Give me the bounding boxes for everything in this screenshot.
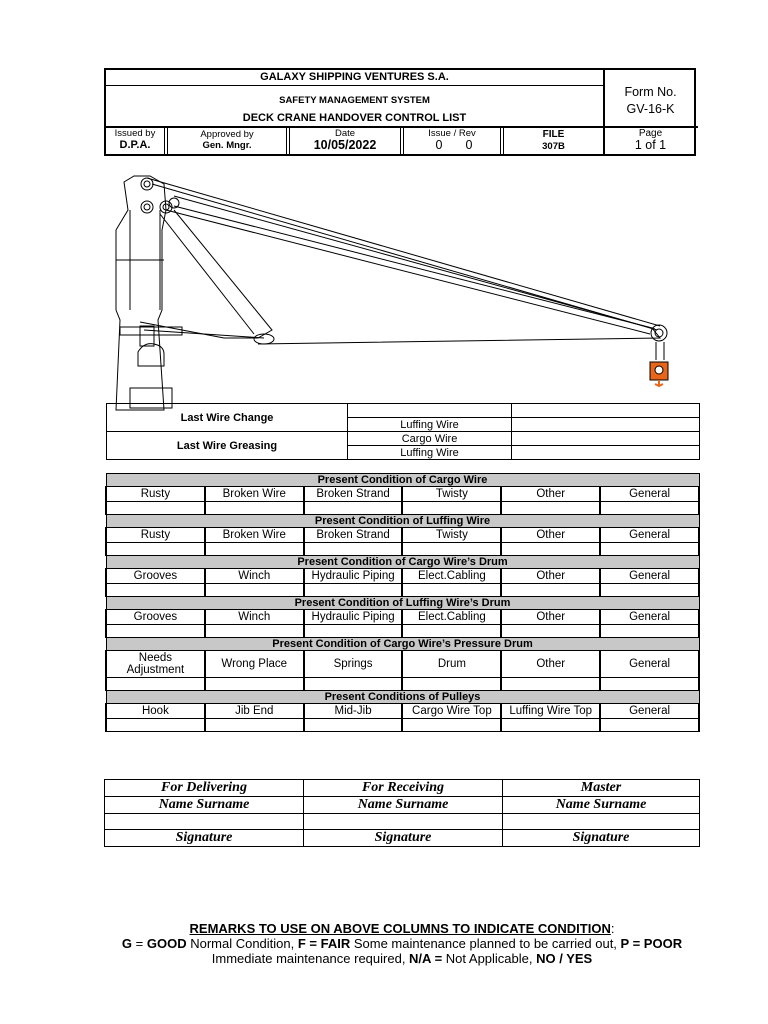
condition-entry-cell[interactable]: [205, 502, 304, 515]
condition-column-label: General: [600, 487, 699, 502]
condition-entry-cell[interactable]: [304, 502, 403, 515]
company-name: GALAXY SHIPPING VENTURES S.A.: [260, 71, 449, 83]
signature-table: [104, 779, 700, 847]
condition-column-label: Winch: [205, 569, 304, 584]
page-value: 1 of 1: [634, 138, 667, 152]
condition-section-title: Present Condition of Cargo Wire: [106, 474, 699, 487]
condition-column-label: Other: [501, 610, 600, 625]
condition-entry-cell[interactable]: [402, 678, 501, 691]
condition-entry-cell[interactable]: [205, 678, 304, 691]
file-value: 307B: [542, 141, 565, 152]
condition-entry-cell[interactable]: [106, 543, 205, 556]
condition-column-label: Other: [501, 651, 600, 678]
condition-column-label: General: [600, 704, 699, 719]
condition-column-label: Broken Wire: [205, 528, 304, 543]
master-heading: Master: [503, 780, 700, 797]
condition-column-label: Grooves: [106, 569, 205, 584]
remarks-legend: REMARKS TO USE ON ABOVE COLUMNS TO INDICATE CONDITION: G = GOOD Normal Condition, F = FAIR Some maintenance planned to be carried out, P = POOR Immediate maintenance required, N/A = Not Applicable, NO / YES: [121, 921, 683, 966]
issued-by-value: D.P.A.: [119, 139, 151, 151]
condition-column-label: General: [600, 651, 699, 678]
condition-entry-cell[interactable]: [402, 502, 501, 515]
condition-entry-cell[interactable]: [304, 678, 403, 691]
condition-column-label: Hydraulic Piping: [304, 610, 403, 625]
deck-crane-diagram: [104, 170, 696, 420]
issued-by-label: Issued by: [114, 128, 156, 139]
signature-label: Signature: [304, 830, 503, 847]
condition-entry-cell[interactable]: [106, 584, 205, 597]
condition-column-label: Winch: [205, 610, 304, 625]
condition-entry-cell[interactable]: [501, 625, 600, 638]
condition-column-label: Needs Adjustment: [106, 651, 205, 678]
wire-type-cell: Luffing Wire: [348, 418, 512, 432]
condition-column-label: Elect.Cabling: [402, 610, 501, 625]
condition-entry-cell[interactable]: [304, 584, 403, 597]
condition-column-label: Hydraulic Piping: [304, 569, 403, 584]
condition-column-label: Rusty: [106, 528, 205, 543]
name-entry-cell[interactable]: [105, 814, 304, 830]
condition-entry-cell[interactable]: [600, 719, 699, 732]
wire-date-cell[interactable]: [512, 432, 700, 446]
form-label: Form No.: [624, 85, 677, 99]
condition-entry-cell[interactable]: [600, 625, 699, 638]
last-wire-greasing-label: Last Wire Greasing: [107, 432, 348, 460]
wire-type-cell: Cargo Wire: [348, 432, 512, 446]
name-surname-label: Name Surname: [304, 797, 503, 814]
last-wire-change-label: Last Wire Change: [107, 404, 348, 432]
wire-type-cell: Luffing Wire: [348, 446, 512, 460]
condition-column-label: Broken Strand: [304, 528, 403, 543]
condition-entry-cell[interactable]: [205, 584, 304, 597]
condition-entry-cell[interactable]: [402, 543, 501, 556]
condition-entry-cell[interactable]: [501, 719, 600, 732]
condition-entry-cell[interactable]: [501, 584, 600, 597]
condition-column-label: Twisty: [402, 528, 501, 543]
condition-column-label: General: [600, 610, 699, 625]
condition-column-label: Twisty: [402, 487, 501, 502]
name-entry-cell[interactable]: [304, 814, 503, 830]
condition-entry-cell[interactable]: [402, 625, 501, 638]
condition-column-label: Cargo Wire Top: [402, 704, 501, 719]
condition-entry-cell[interactable]: [304, 543, 403, 556]
condition-column-label: Elect.Cabling: [402, 569, 501, 584]
condition-table: [105, 473, 700, 732]
condition-entry-cell[interactable]: [304, 719, 403, 732]
condition-entry-cell[interactable]: [501, 543, 600, 556]
condition-section-title: Present Conditions of Pulleys: [106, 691, 699, 704]
condition-column-label: Springs: [304, 651, 403, 678]
issue-value: 0: [435, 138, 443, 152]
condition-entry-cell[interactable]: [106, 719, 205, 732]
condition-column-label: Other: [501, 569, 600, 584]
condition-column-label: Luffing Wire Top: [501, 704, 600, 719]
form-number: GV-16-K: [626, 102, 675, 116]
name-entry-cell[interactable]: [503, 814, 700, 830]
condition-entry-cell[interactable]: [600, 678, 699, 691]
condition-entry-cell[interactable]: [600, 502, 699, 515]
condition-column-label: Hook: [106, 704, 205, 719]
condition-column-label: Wrong Place: [205, 651, 304, 678]
date-label: Date: [334, 128, 356, 139]
document-header: [104, 68, 696, 156]
issue-rev-label: Issue / Rev: [428, 128, 476, 139]
condition-column-label: Mid-Jib: [304, 704, 403, 719]
document-title: DECK CRANE HANDOVER CONTROL LIST: [242, 112, 467, 124]
condition-entry-cell[interactable]: [205, 719, 304, 732]
condition-entry-cell[interactable]: [402, 719, 501, 732]
name-surname-label: Name Surname: [503, 797, 700, 814]
approved-by-label: Approved by: [200, 129, 254, 140]
signature-label: Signature: [503, 830, 700, 847]
condition-column-label: Drum: [402, 651, 501, 678]
condition-section-title: Present Condition of Cargo Wire’s Drum: [106, 556, 699, 569]
condition-column-label: Grooves: [106, 610, 205, 625]
condition-column-label: Other: [501, 528, 600, 543]
rev-value: 0: [465, 138, 473, 152]
condition-entry-cell[interactable]: [106, 502, 205, 515]
system-name: SAFETY MANAGEMENT SYSTEM: [279, 95, 430, 106]
condition-entry-cell[interactable]: [205, 625, 304, 638]
condition-entry-cell[interactable]: [205, 543, 304, 556]
condition-entry-cell[interactable]: [106, 625, 205, 638]
file-label: FILE: [542, 129, 565, 140]
receiving-heading: For Receiving: [304, 780, 503, 797]
condition-column-label: Broken Wire: [205, 487, 304, 502]
condition-column-label: General: [600, 569, 699, 584]
condition-section-title: Present Condition of Luffing Wire’s Drum: [106, 597, 699, 610]
approved-by-value: Gen. Mngr.: [202, 140, 252, 151]
condition-column-label: Rusty: [106, 487, 205, 502]
delivering-heading: For Delivering: [105, 780, 304, 797]
date-value: 10/05/2022: [313, 138, 377, 152]
condition-column-label: Other: [501, 487, 600, 502]
condition-column-label: General: [600, 528, 699, 543]
condition-section-title: Present Condition of Cargo Wire’s Pressure Drum: [106, 638, 699, 651]
condition-entry-cell[interactable]: [501, 502, 600, 515]
condition-section-title: Present Condition of Luffing Wire: [106, 515, 699, 528]
signature-label: Signature: [105, 830, 304, 847]
page-label: Page: [638, 128, 663, 139]
condition-entry-cell[interactable]: [304, 625, 403, 638]
condition-entry-cell[interactable]: [402, 584, 501, 597]
wire-date-cell[interactable]: [512, 446, 700, 460]
condition-column-label: Broken Strand: [304, 487, 403, 502]
condition-column-label: Jib End: [205, 704, 304, 719]
remarks-heading: REMARKS TO USE ON ABOVE COLUMNS TO INDICATE CONDITION: [189, 921, 611, 936]
condition-entry-cell[interactable]: [501, 678, 600, 691]
condition-entry-cell[interactable]: [106, 678, 205, 691]
condition-entry-cell[interactable]: [600, 584, 699, 597]
condition-entry-cell[interactable]: [600, 543, 699, 556]
name-surname-label: Name Surname: [105, 797, 304, 814]
